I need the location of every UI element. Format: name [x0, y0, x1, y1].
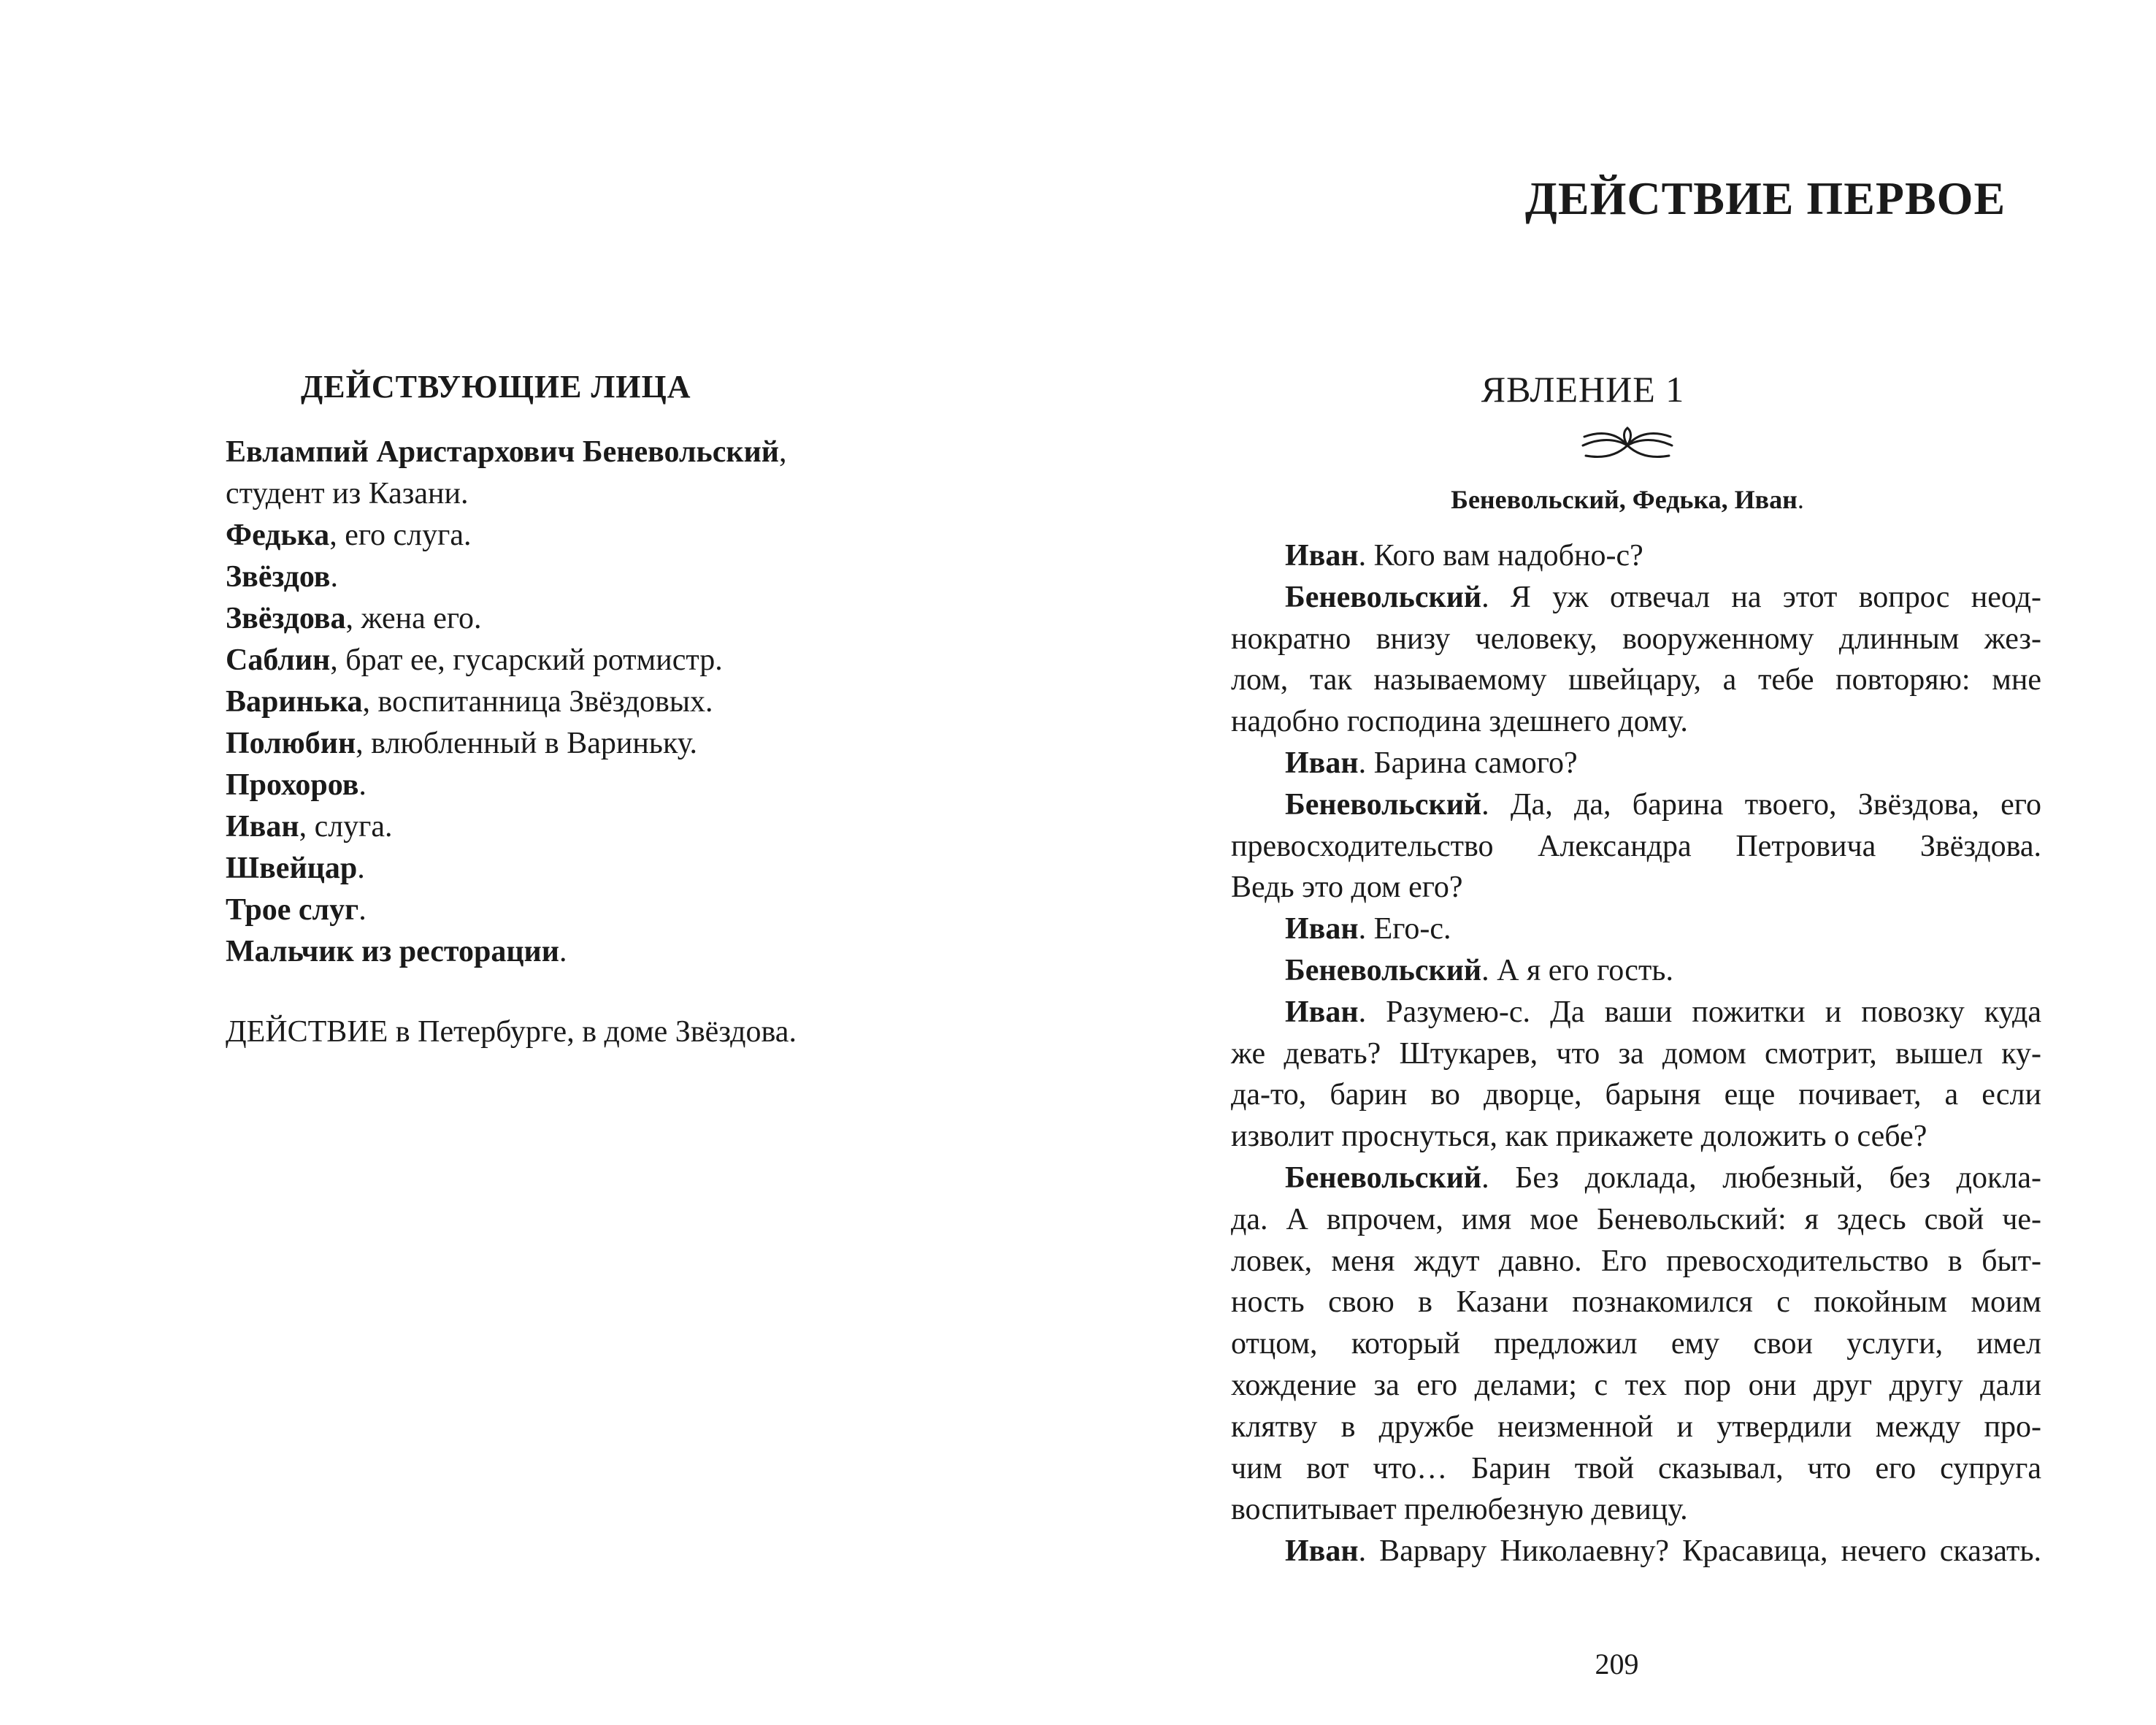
dialogue-text: . Барина самого? [1358, 746, 1578, 780]
speaker-name: Иван [1285, 539, 1359, 573]
cast-entry [226, 681, 956, 723]
speaker-name: Иван [1285, 995, 1359, 1029]
dialogue-text: хождение за его делами; с тех пор они друг другу дали [1231, 1368, 2041, 1402]
speaker-name: Беневольский [1285, 1160, 1482, 1195]
dialogue-text: . Кого вам надобно-с? [1358, 539, 1643, 573]
cast-name: Мальчик из ресторации [226, 935, 559, 968]
dialogue-text: . Разумею-с. Да ваши пожитки и повозку куда [1358, 995, 2041, 1029]
cast-list [226, 432, 956, 973]
dialogue-line [1231, 1323, 2041, 1365]
dialogue-line [1231, 909, 2041, 950]
dialogue-text: клятву в дружбе неизменной и утвердили между про- [1231, 1410, 2041, 1444]
cast-entry [226, 723, 956, 765]
speaker-name: Беневольский [1285, 580, 1482, 614]
dialogue-line [1231, 950, 2041, 992]
cast-entry [226, 473, 956, 515]
cast-name: Звёздов [226, 560, 331, 594]
dialogue [1231, 535, 2041, 1572]
right-page [1078, 0, 2156, 1725]
dialogue-line [1231, 1448, 2041, 1490]
setting-note: ДЕЙСТВИЕ в Петербурге, в доме Звёздова. [226, 1015, 797, 1049]
cast-entry [226, 890, 956, 931]
cast-name: Федька [226, 519, 330, 552]
dialogue-line [1231, 1116, 2041, 1158]
dialogue-line [1231, 1407, 2041, 1448]
dialogue-text: же девать? Штукарев, что за домом смотрит, вышел ку- [1231, 1036, 2041, 1071]
cast-description: студент из Казани. [226, 477, 469, 510]
cast-description: . [358, 768, 367, 802]
dialogue-text: изволит проснуться, как прикажете доложить о себе? [1231, 1120, 1927, 1154]
cast-heading: ДЕЙСТВУЮЩИЕ ЛИЦА [301, 369, 691, 405]
cast-name: Полюбин [226, 727, 356, 760]
dialogue-text: . Без доклада, любезный, без докла- [1481, 1160, 2041, 1195]
cast-entry [226, 556, 956, 598]
cast-entry [226, 598, 956, 640]
dialogue-line [1231, 701, 2041, 743]
cast-entry [226, 848, 956, 890]
dialogue-text: нократно внизу человеку, вооруженному длинным жез- [1231, 621, 2041, 656]
cast-description: . [330, 560, 338, 594]
dialogue-text: лом, так называемому швейцару, а тебе повторяю: мне [1231, 663, 2041, 697]
cast-name: Евлампий Аристархович Беневольский [226, 435, 779, 469]
speaker-name: Иван [1285, 912, 1359, 946]
dialogue-text: воспитывает прелюбезную девицу. [1231, 1493, 1688, 1527]
dialogue-line [1231, 1241, 2041, 1282]
cast-name: Прохоров [226, 768, 359, 802]
cast-name: Трое слуг [226, 893, 359, 927]
dialogue-line [1231, 1074, 2041, 1116]
page-number: 209 [1595, 1648, 1639, 1680]
dialogue-text: Ведь это дом его? [1231, 871, 1463, 905]
dialogue-line [1231, 826, 2041, 868]
scene-title: ЯВЛЕНИЕ 1 [1481, 369, 1685, 410]
dialogue-text: ловек, меня ждут давно. Его превосходительство в быт- [1231, 1244, 2041, 1278]
cast-description: , его слуга. [329, 519, 472, 552]
dialogue-line [1231, 784, 2041, 826]
dialogue-text: . Да, да, барина твоего, Звёздова, его [1481, 787, 2041, 822]
dialogue-line [1231, 743, 2041, 784]
cast-name: Саблин [226, 643, 331, 677]
dialogue-line [1231, 1365, 2041, 1407]
dialogue-text: да-то, барин во дворце, барыня еще почивает, а если [1231, 1078, 2041, 1112]
dialogue-text: да. А впрочем, имя мое Беневольский: я здесь свой че- [1231, 1202, 2041, 1236]
dialogue-text: отцом, который предложил ему свои услуги, имел [1231, 1327, 2041, 1361]
cast-name: Звёздова [226, 602, 346, 635]
scene-characters [1226, 484, 2029, 515]
cast-description: . [357, 852, 365, 885]
dialogue-line [1231, 535, 2041, 577]
dialogue-text: надобно господина здешнего дому. [1231, 705, 1688, 739]
cast-entry [226, 931, 956, 973]
scene-characters-names: Беневольский, Федька, Иван [1451, 485, 1798, 514]
cast-description: . [559, 935, 567, 968]
speaker-name: Иван [1285, 1534, 1359, 1569]
dialogue-line [1231, 619, 2041, 660]
dialogue-text: чим вот что… Барин твой сказывал, что его супруга [1231, 1451, 2041, 1485]
cast-entry [226, 806, 956, 848]
dialogue-line [1231, 1033, 2041, 1075]
dialogue-line [1231, 577, 2041, 619]
dialogue-line [1231, 1199, 2041, 1241]
dialogue-text: . Варвару Николаевну? Красавица, нечего сказать. [1358, 1534, 2041, 1569]
speaker-name: Иван [1285, 746, 1359, 780]
dialogue-line [1231, 1158, 2041, 1199]
cast-name: Швейцар [226, 852, 358, 885]
dialogue-text: ность свою в Казани познакомился с покойным моим [1231, 1285, 2041, 1320]
cast-entry [226, 765, 956, 806]
speaker-name: Беневольский [1285, 953, 1482, 987]
dialogue-line [1231, 1531, 2041, 1572]
dialogue-text: . Его-с. [1358, 912, 1451, 946]
dialogue-line [1231, 1489, 2041, 1531]
cast-description: , воспитанница Звёздовых. [362, 685, 713, 719]
dialogue-line [1231, 659, 2041, 701]
cast-name: Иван [226, 810, 299, 844]
dialogue-text: превосходительство Александра Петровича Звёздова. [1231, 829, 2041, 863]
fleuron-ornament-icon [1580, 427, 1675, 464]
dialogue-line [1231, 867, 2041, 909]
dialogue-text: . А я его гость. [1481, 953, 1673, 987]
cast-entry [226, 432, 956, 473]
cast-description: , брат ее, гусарский ротмистр. [330, 643, 723, 677]
cast-description: . [358, 893, 367, 927]
act-title: ДЕЙСТВИЕ ПЕРВОЕ [1524, 172, 2006, 224]
speaker-name: Беневольский [1285, 787, 1482, 822]
cast-description: , жена его. [345, 602, 482, 635]
cast-description: , [778, 435, 787, 469]
dialogue-line [1231, 992, 2041, 1033]
scene-characters-end: . [1797, 485, 1804, 514]
cast-description: , слуга. [299, 810, 393, 844]
dialogue-line [1231, 1282, 2041, 1323]
dialogue-text: . Я уж отвечал на этот вопрос неод- [1481, 580, 2041, 614]
cast-entry [226, 640, 956, 681]
cast-description: , влюбленный в Вариньку. [356, 727, 698, 760]
cast-entry [226, 515, 956, 556]
cast-name: Варинька [226, 685, 363, 719]
